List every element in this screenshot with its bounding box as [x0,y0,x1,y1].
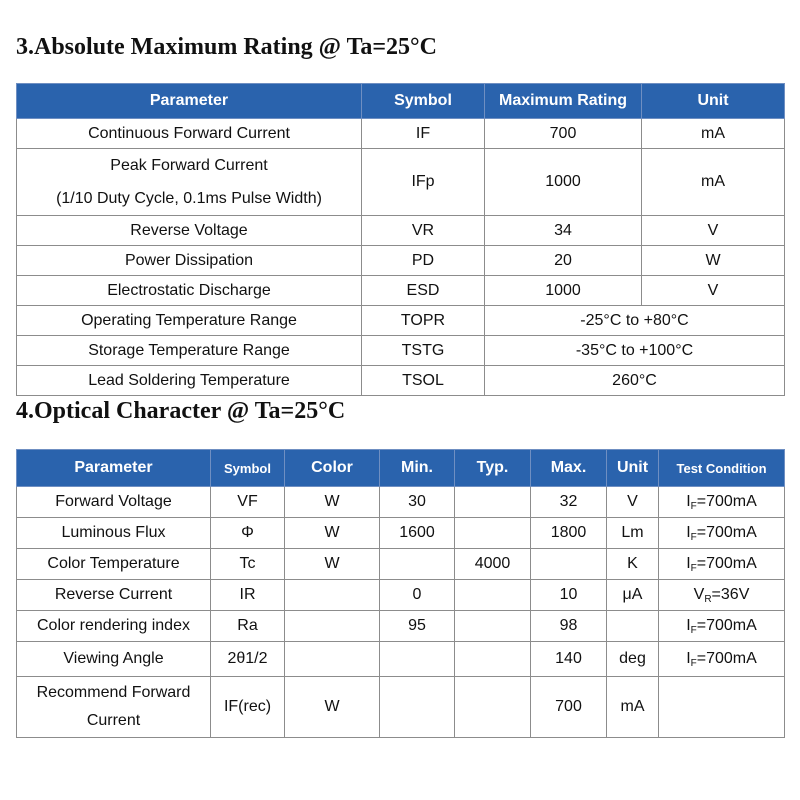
condition-value: =700mA [696,524,757,541]
parameter-cell: Color rendering index [17,611,211,642]
table-row [17,518,785,549]
symbol-cell: Tc [211,549,285,580]
max-cell: 98 [531,611,607,642]
symbol-cell: Φ [211,518,285,549]
table-row [17,487,785,518]
unit-cell: mA [607,677,659,738]
test-condition-cell [659,518,785,549]
rating-cell: 20 [485,246,642,276]
test-condition-cell [659,611,785,642]
min-cell: 30 [380,487,455,518]
header-typ: Typ. [455,450,531,487]
parameter-cell: Luminous Flux [17,518,211,549]
color-cell: W [285,677,380,738]
color-cell [285,580,380,611]
color-cell [285,611,380,642]
rating-cell: 1000 [485,149,642,216]
unit-cell: μA [607,580,659,611]
test-condition-cell [659,677,785,738]
section-4-title: 4.Optical Character @ Ta=25°C [16,398,346,424]
table-row [17,276,785,306]
header-unit: Unit [607,450,659,487]
symbol-cell: Ra [211,611,285,642]
section-3-title: 3.Absolute Maximum Rating @ Ta=25°C [16,34,437,60]
condition-symbol: I [686,555,691,572]
symbol-cell: TOPR [362,306,485,336]
header-parameter: Parameter [17,450,211,487]
test-condition-cell [659,642,785,677]
rating-cell: 1000 [485,276,642,306]
condition-value: =700mA [696,493,757,510]
table-row [17,149,785,216]
condition-subscript: F [690,532,697,543]
condition-symbol: I [686,524,691,541]
test-condition-cell [659,580,785,611]
min-cell [380,549,455,580]
rating-cell: 34 [485,216,642,246]
optical-character-table [16,449,785,738]
unit-cell: Lm [607,518,659,549]
symbol-cell: IR [211,580,285,611]
symbol-cell: IFp [362,149,485,216]
min-cell [380,642,455,677]
test-condition-cell [659,549,785,580]
typ-cell [455,677,531,738]
min-cell: 95 [380,611,455,642]
unit-cell: deg [607,642,659,677]
table-row [17,246,785,276]
parameter-cell: Viewing Angle [17,642,211,677]
parameter-cell: Reverse Voltage [17,216,362,246]
condition-value: =700mA [696,617,757,634]
table-row [17,549,785,580]
unit-cell: V [607,487,659,518]
unit-cell: mA [642,119,785,149]
header-max: Max. [531,450,607,487]
condition-subscript: F [690,658,697,669]
condition-value: =700mA [696,650,757,667]
header-min: Min. [380,450,455,487]
parameter-cell [17,149,362,216]
condition-subscript: F [690,563,697,574]
table-row [17,216,785,246]
unit-cell: K [607,549,659,580]
typ-cell [455,580,531,611]
symbol-cell: ESD [362,276,485,306]
min-cell: 1600 [380,518,455,549]
table-row [17,119,785,149]
parameter-cell: Forward Voltage [17,487,211,518]
test-condition-cell [659,487,785,518]
table-row [17,336,785,366]
rating-cell: -25°C to +80°C [485,306,785,336]
color-cell: W [285,518,380,549]
header-maximum-rating: Maximum Rating [485,84,642,119]
max-cell: 700 [531,677,607,738]
parameter-cell: Recommend Forward Current [17,677,211,738]
header-test-condition: Test Condition [659,450,785,487]
typ-cell [455,611,531,642]
parameter-cell: Operating Temperature Range [17,306,362,336]
typ-cell: 4000 [455,549,531,580]
typ-cell [455,642,531,677]
condition-symbol: I [686,493,691,510]
max-cell: 10 [531,580,607,611]
unit-cell: mA [642,149,785,216]
symbol-cell: IF [362,119,485,149]
symbol-cell: TSTG [362,336,485,366]
rating-cell: 260°C [485,366,785,396]
min-cell: 0 [380,580,455,611]
color-cell [285,642,380,677]
header-parameter: Parameter [17,84,362,119]
unit-cell: V [642,216,785,246]
max-cell [531,549,607,580]
max-cell: 140 [531,642,607,677]
symbol-cell: PD [362,246,485,276]
unit-cell: V [642,276,785,306]
header-color: Color [285,450,380,487]
parameter-cell: Reverse Current [17,580,211,611]
parameter-cell: Continuous Forward Current [17,119,362,149]
color-cell: W [285,487,380,518]
max-cell: 1800 [531,518,607,549]
table-row [17,677,785,738]
parameter-cell: Power Dissipation [17,246,362,276]
condition-symbol: V [693,586,705,603]
table-header-row [17,84,785,119]
header-symbol: Symbol [362,84,485,119]
condition-value: =700mA [696,555,757,572]
condition-value: =36V [711,586,750,603]
parameter-line-1: Peak Forward Current [110,157,268,174]
header-symbol: Symbol [211,450,285,487]
rating-cell: -35°C to +100°C [485,336,785,366]
parameter-cell: Electrostatic Discharge [17,276,362,306]
header-unit: Unit [642,84,785,119]
rating-cell: 700 [485,119,642,149]
max-cell: 32 [531,487,607,518]
condition-subscript: R [704,594,712,605]
parameter-cell: Color Temperature [17,549,211,580]
table-header-row [17,450,785,487]
color-cell: W [285,549,380,580]
table-row [17,642,785,677]
condition-subscript: F [690,625,697,636]
table-row [17,611,785,642]
symbol-cell: VF [211,487,285,518]
symbol-cell: VR [362,216,485,246]
condition-subscript: F [690,501,697,512]
table-row [17,306,785,336]
parameter-cell: Storage Temperature Range [17,336,362,366]
absolute-maximum-rating-table [16,83,785,396]
typ-cell [455,487,531,518]
typ-cell [455,518,531,549]
table-row [17,366,785,396]
unit-cell: W [642,246,785,276]
parameter-cell: Lead Soldering Temperature [17,366,362,396]
condition-symbol: I [686,617,691,634]
symbol-cell: TSOL [362,366,485,396]
symbol-cell: 2θ1/2 [211,642,285,677]
min-cell [380,677,455,738]
symbol-cell: IF(rec) [211,677,285,738]
condition-symbol: I [686,650,691,667]
table-row [17,580,785,611]
unit-cell [607,611,659,642]
parameter-line-2: (1/10 Duty Cycle, 0.1ms Pulse Width) [56,190,322,207]
